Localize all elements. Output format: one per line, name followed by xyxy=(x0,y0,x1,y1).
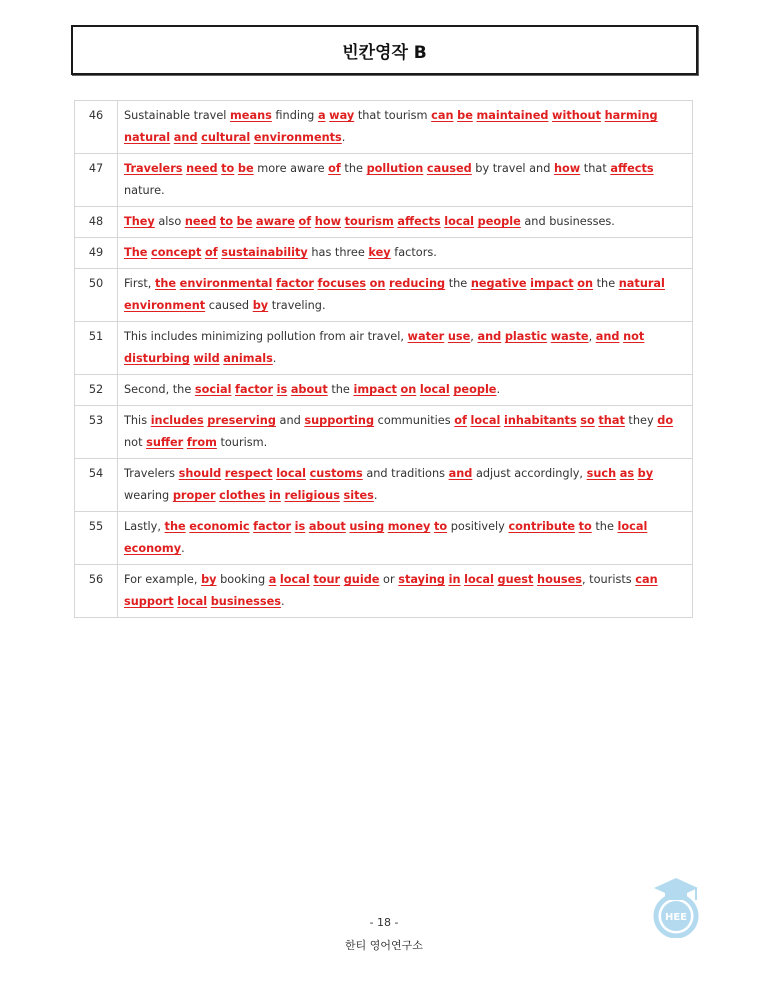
answer-word: and xyxy=(595,330,620,343)
sentence-fragment: . xyxy=(280,595,285,608)
sentence-fragment: or xyxy=(379,573,399,586)
sentence-fragment: Travelers xyxy=(124,467,179,480)
answer-word: of xyxy=(298,215,312,228)
sentence-fragment: This includes minimizing pollution from air travel, xyxy=(124,330,408,343)
answer-word: without xyxy=(552,109,602,122)
answer-word: environment xyxy=(124,299,206,312)
answer-word: natural xyxy=(124,131,171,144)
sentence-fragment: factors. xyxy=(390,246,437,259)
sentence-table xyxy=(74,100,693,618)
page-title-text: 빈칸영작 B xyxy=(342,42,427,63)
answer-word: guide xyxy=(343,573,380,586)
sentence-number: 50 xyxy=(75,269,118,322)
answer-word: can xyxy=(635,573,658,586)
answer-word: people xyxy=(453,383,497,396)
answer-word: be xyxy=(457,109,473,122)
answer-word: focuses xyxy=(317,277,367,290)
publisher-name: 한티 영어연구소 xyxy=(345,939,423,952)
sentence-row xyxy=(75,375,693,406)
answer-word: cultural xyxy=(201,131,251,144)
sentence-fragment: and xyxy=(275,414,305,427)
answer-word: people xyxy=(477,215,521,228)
answer-word: Travelers xyxy=(124,162,183,175)
answer-word: should xyxy=(178,467,222,480)
sentence-fragment: positively xyxy=(447,520,509,533)
answer-word: and xyxy=(477,330,502,343)
sentence-fragment: , tourists xyxy=(582,573,636,586)
sentence-number: 55 xyxy=(75,512,118,565)
answer-word: affects xyxy=(610,162,654,175)
answer-word: by xyxy=(252,299,269,312)
answer-word: tour xyxy=(313,573,341,586)
sentence-fragment: . xyxy=(341,131,346,144)
answer-word: in xyxy=(268,489,281,502)
answer-word: using xyxy=(349,520,385,533)
sentence-fragment: more aware xyxy=(253,162,329,175)
answer-word: animals xyxy=(223,352,273,365)
answer-word: way xyxy=(329,109,355,122)
answer-word: from xyxy=(186,436,217,449)
answer-word: local xyxy=(419,383,450,396)
answer-word: plastic xyxy=(504,330,548,343)
sentence-fragment: First, xyxy=(124,277,155,290)
answer-word: need xyxy=(184,215,217,228)
sentence-row xyxy=(75,269,693,322)
sentence-fragment: the xyxy=(340,162,367,175)
answer-word: local xyxy=(470,414,501,427)
answer-word: local xyxy=(177,595,208,608)
sentence-fragment: finding xyxy=(271,109,318,122)
answer-word: local xyxy=(464,573,494,586)
answer-word: is xyxy=(276,383,288,396)
answer-word: guest xyxy=(497,573,534,586)
sentence-fragment: by travel and xyxy=(471,162,554,175)
sentence-fragment: not xyxy=(124,436,147,449)
answer-word: concept xyxy=(151,246,202,259)
answer-word: on xyxy=(369,277,386,290)
sentence-row xyxy=(75,512,693,565)
sentence-number: 56 xyxy=(75,565,118,618)
answer-word: environments xyxy=(253,131,342,144)
answer-word: religious xyxy=(284,489,340,502)
answer-word: about xyxy=(308,520,346,533)
sentence-number: 48 xyxy=(75,207,118,238)
sentence-text xyxy=(118,375,693,406)
sentence-table-body xyxy=(75,101,693,618)
sentence-fragment: Sustainable travel xyxy=(124,109,231,122)
answer-word: sustainability xyxy=(221,246,308,259)
sentence-row xyxy=(75,207,693,238)
sentence-fragment: and businesses. xyxy=(520,215,615,228)
answer-word: reducing xyxy=(389,277,446,290)
answer-word: economy xyxy=(124,542,182,555)
answer-word: clothes xyxy=(219,489,266,502)
answer-word: supporting xyxy=(304,414,375,427)
sentence-fragment: This xyxy=(124,414,151,427)
sentence-row xyxy=(75,459,693,512)
answer-word: and xyxy=(173,131,198,144)
sentence-fragment: has three xyxy=(307,246,369,259)
answer-word: natural xyxy=(618,277,665,290)
answer-word: can xyxy=(431,109,454,122)
sentence-fragment: the xyxy=(327,383,354,396)
answer-word: disturbing xyxy=(124,352,190,365)
sentence-number: 54 xyxy=(75,459,118,512)
answer-word: tourism xyxy=(344,215,394,228)
answer-word: respect xyxy=(224,467,273,480)
sentence-number: 49 xyxy=(75,238,118,269)
answer-word: They xyxy=(124,215,155,228)
sentence-fragment: booking xyxy=(216,573,269,586)
sentence-number: 46 xyxy=(75,101,118,154)
answer-word: local xyxy=(444,215,475,228)
sentence-text xyxy=(118,269,693,322)
sentence-fragment: and traditions xyxy=(362,467,449,480)
answer-word: money xyxy=(387,520,431,533)
answer-word: the xyxy=(154,277,177,290)
sentence-fragment: Lastly, xyxy=(124,520,165,533)
answer-word: how xyxy=(553,162,581,175)
answer-word: businesses xyxy=(210,595,281,608)
answer-word: pollution xyxy=(366,162,424,175)
answer-word: maintained xyxy=(476,109,549,122)
answer-word: the xyxy=(164,520,186,533)
sentence-text xyxy=(118,154,693,207)
answer-word: houses xyxy=(537,573,582,586)
sentence-row xyxy=(75,406,693,459)
answer-word: that xyxy=(598,414,625,427)
answer-word: social xyxy=(194,383,232,396)
page-number: - 18 - xyxy=(369,916,399,929)
answer-word: as xyxy=(619,467,635,480)
answer-word: water xyxy=(407,330,445,343)
answer-word: sites xyxy=(343,489,374,502)
answer-word: waste xyxy=(550,330,589,343)
answer-word: a xyxy=(268,573,277,586)
sentence-fragment: . xyxy=(272,352,277,365)
sentence-fragment: that tourism xyxy=(354,109,432,122)
answer-word: caused xyxy=(426,162,472,175)
answer-word: suffer xyxy=(146,436,184,449)
answer-word: not xyxy=(623,330,645,343)
logo-text: HEE xyxy=(664,912,688,923)
sentence-text xyxy=(118,512,693,565)
answer-word: a xyxy=(317,109,326,122)
answer-word: how xyxy=(314,215,342,228)
answer-word: use xyxy=(447,330,471,343)
answer-word: do xyxy=(657,414,674,427)
sentence-fragment: wearing xyxy=(124,489,173,502)
answer-word: wild xyxy=(193,352,220,365)
answer-word: and xyxy=(448,467,473,480)
answer-word: inhabitants xyxy=(503,414,577,427)
answer-word: factor xyxy=(253,520,292,533)
answer-word: impact xyxy=(353,383,397,396)
sentence-fragment: the xyxy=(593,277,619,290)
sentence-text xyxy=(118,322,693,375)
answer-word: so xyxy=(580,414,595,427)
answer-word: such xyxy=(586,467,617,480)
answer-word: The xyxy=(124,246,148,259)
answer-word: of xyxy=(454,414,467,427)
answer-word: to xyxy=(219,215,234,228)
sentence-row xyxy=(75,101,693,154)
answer-word: key xyxy=(368,246,391,259)
answer-word: by xyxy=(201,573,217,586)
sentence-number: 51 xyxy=(75,322,118,375)
sentence-row xyxy=(75,154,693,207)
sentence-fragment: that xyxy=(580,162,611,175)
answer-word: factor xyxy=(235,383,274,396)
sentence-text xyxy=(118,238,693,269)
answer-word: preserving xyxy=(207,414,276,427)
answer-word: of xyxy=(204,246,218,259)
answer-word: to xyxy=(221,162,235,175)
sentence-fragment: nature. xyxy=(124,184,165,197)
answer-word: aware xyxy=(255,215,295,228)
answer-word: on xyxy=(577,277,594,290)
answer-word: need xyxy=(186,162,218,175)
sentence-fragment: , xyxy=(588,330,596,343)
sentence-text xyxy=(118,207,693,238)
answer-word: about xyxy=(290,383,328,396)
answer-word: to xyxy=(578,520,592,533)
answer-word: be xyxy=(236,215,253,228)
sentence-fragment: . xyxy=(181,542,185,555)
sentence-fragment: also xyxy=(154,215,185,228)
answer-word: of xyxy=(328,162,341,175)
sentence-fragment: Second, the xyxy=(124,383,195,396)
answer-word: in xyxy=(448,573,461,586)
sentence-fragment: . xyxy=(373,489,378,502)
answer-word: be xyxy=(237,162,254,175)
sentence-fragment: adjust accordingly, xyxy=(472,467,587,480)
answer-word: support xyxy=(124,595,174,608)
answer-word: to xyxy=(433,520,448,533)
sentence-number: 52 xyxy=(75,375,118,406)
sentence-fragment: . xyxy=(496,383,501,396)
sentence-fragment: traveling. xyxy=(268,299,326,312)
answer-word: customs xyxy=(309,467,363,480)
sentence-fragment: communities xyxy=(374,414,455,427)
answer-word: contribute xyxy=(508,520,576,533)
answer-word: impact xyxy=(530,277,574,290)
sentence-fragment: they xyxy=(624,414,658,427)
answer-word: affects xyxy=(397,215,441,228)
sentence-row xyxy=(75,238,693,269)
answer-word: local xyxy=(617,520,648,533)
answer-word: by xyxy=(637,467,654,480)
answer-word: includes xyxy=(150,414,204,427)
sentence-row xyxy=(75,565,693,618)
answer-word: means xyxy=(230,109,272,122)
page-title xyxy=(71,25,698,75)
sentence-text xyxy=(118,406,693,459)
hee-logo xyxy=(648,876,704,938)
sentence-number: 53 xyxy=(75,406,118,459)
answer-word: environmental xyxy=(179,277,273,290)
sentence-row xyxy=(75,322,693,375)
answer-word: staying xyxy=(398,573,445,586)
sentence-text xyxy=(118,565,693,618)
sentence-fragment: For example, xyxy=(124,573,202,586)
answer-word: factor xyxy=(275,277,314,290)
answer-word: local xyxy=(276,467,307,480)
answer-word: proper xyxy=(172,489,216,502)
answer-word: local xyxy=(279,573,310,586)
sentence-fragment: the xyxy=(445,277,471,290)
sentence-text xyxy=(118,459,693,512)
sentence-number: 47 xyxy=(75,154,118,207)
sentence-fragment: caused xyxy=(205,299,253,312)
answer-word: is xyxy=(294,520,306,533)
sentence-fragment: tourism. xyxy=(216,436,268,449)
answer-word: harming xyxy=(604,109,658,122)
answer-word: economic xyxy=(189,520,250,533)
sentence-text xyxy=(118,101,693,154)
sentence-fragment: , xyxy=(470,330,478,343)
sentence-fragment: the xyxy=(591,520,618,533)
answer-word: on xyxy=(400,383,417,396)
answer-word: negative xyxy=(470,277,527,290)
